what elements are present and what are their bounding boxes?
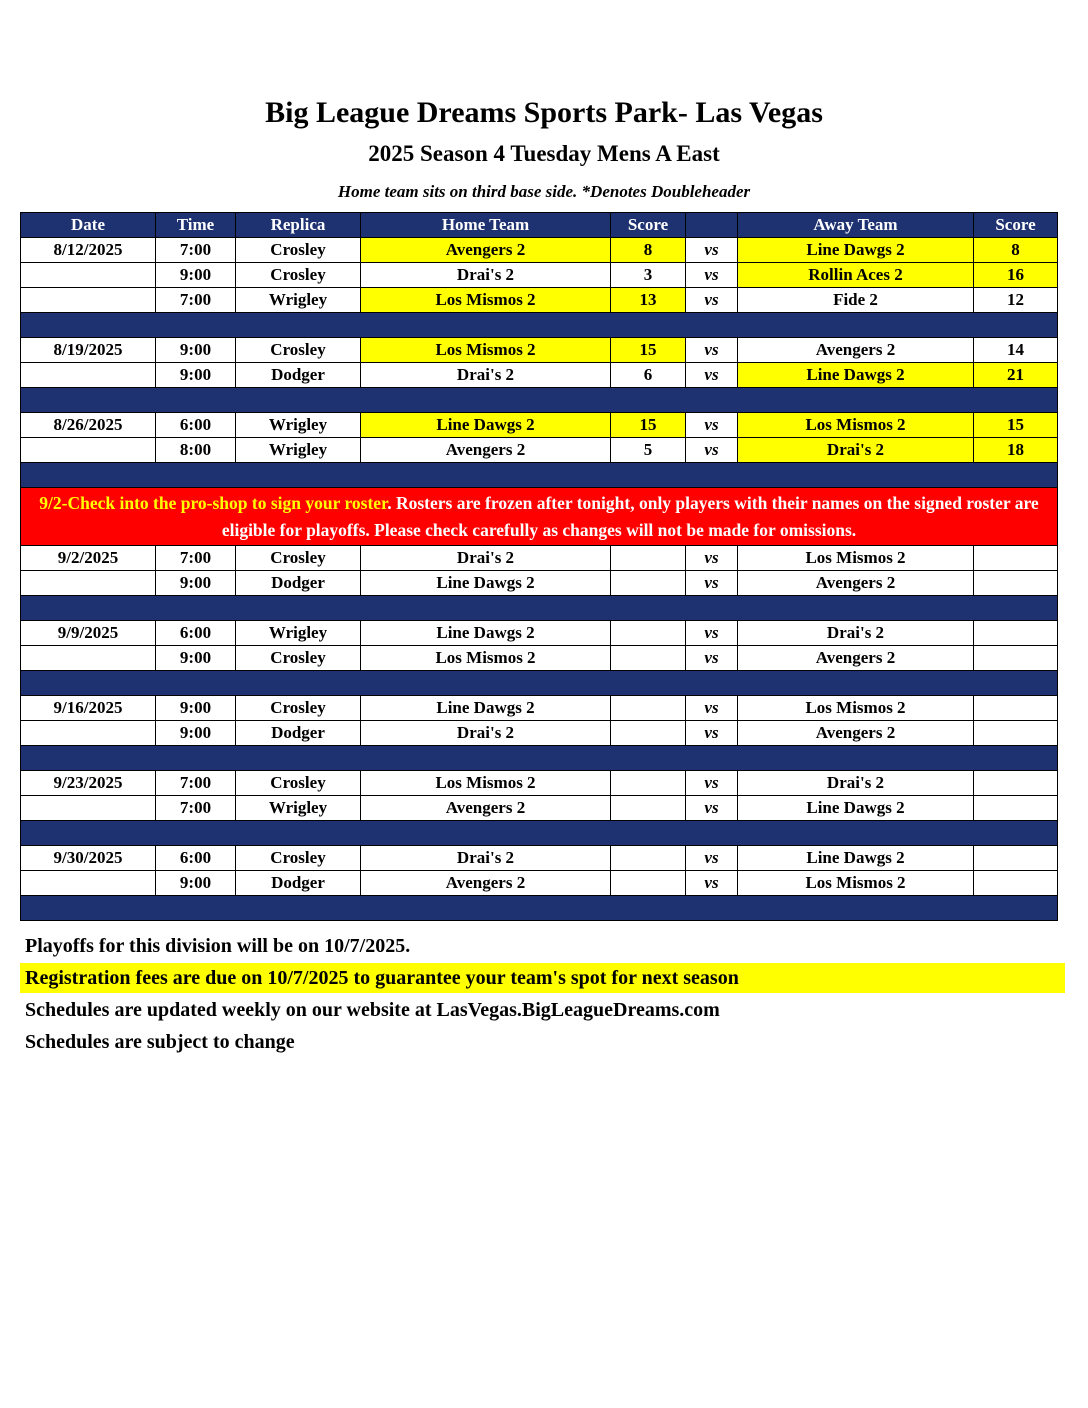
away-team-cell: Los Mismos 2 [738, 545, 974, 570]
replica-cell: Crosley [236, 695, 361, 720]
time-cell: 9:00 [156, 695, 236, 720]
home-team-cell: Drai's 2 [361, 845, 611, 870]
away-team-cell: Avengers 2 [738, 720, 974, 745]
game-row [21, 620, 1058, 645]
game-row [21, 645, 1058, 670]
replica-cell: Crosley [236, 645, 361, 670]
away-team-cell: Avengers 2 [738, 570, 974, 595]
separator-band [21, 463, 1058, 488]
home-score-cell: 3 [611, 263, 686, 288]
home-score-cell: 5 [611, 438, 686, 463]
home-score-cell [611, 845, 686, 870]
page-subtitle: 2025 Season 4 Tuesday Mens A East [368, 141, 720, 166]
date-cell [21, 870, 156, 895]
game-row [21, 870, 1058, 895]
home-score-cell: 13 [611, 288, 686, 313]
replica-cell: Wrigley [236, 438, 361, 463]
away-team-cell: Rollin Aces 2 [738, 263, 974, 288]
time-cell: 7:00 [156, 795, 236, 820]
home-score-cell: 15 [611, 338, 686, 363]
home-team-cell: Line Dawgs 2 [361, 695, 611, 720]
away-team-cell: Avengers 2 [738, 645, 974, 670]
home-score-cell [611, 695, 686, 720]
game-row [21, 795, 1058, 820]
replica-cell: Dodger [236, 870, 361, 895]
date-cell [21, 645, 156, 670]
away-score-cell: 18 [974, 438, 1058, 463]
away-score-cell: 21 [974, 363, 1058, 388]
separator-band [21, 820, 1058, 845]
vs-cell: vs [686, 238, 738, 263]
home-team-cell: Drai's 2 [361, 363, 611, 388]
home-score-cell [611, 770, 686, 795]
separator-band [21, 670, 1058, 695]
separator-row [21, 313, 1058, 338]
header-row [21, 213, 1058, 238]
header-time: Time [156, 213, 236, 238]
away-team-cell: Los Mismos 2 [738, 695, 974, 720]
away-team-cell: Line Dawgs 2 [738, 363, 974, 388]
vs-cell: vs [686, 438, 738, 463]
time-cell: 9:00 [156, 363, 236, 388]
replica-cell: Dodger [236, 720, 361, 745]
home-score-cell: 8 [611, 238, 686, 263]
page-title: Big League Dreams Sports Park- Las Vegas [265, 96, 823, 129]
vs-cell: vs [686, 570, 738, 595]
away-score-cell: 15 [974, 413, 1058, 438]
away-team-cell: Fide 2 [738, 288, 974, 313]
date-cell [21, 263, 156, 288]
separator-row [21, 745, 1058, 770]
away-score-cell [974, 620, 1058, 645]
away-team-cell: Drai's 2 [738, 770, 974, 795]
vs-cell: vs [686, 845, 738, 870]
time-cell: 9:00 [156, 338, 236, 363]
vs-cell: vs [686, 413, 738, 438]
home-score-cell [611, 795, 686, 820]
vs-cell: vs [686, 645, 738, 670]
vs-cell: vs [686, 870, 738, 895]
date-cell: 9/9/2025 [21, 620, 156, 645]
date-cell [21, 438, 156, 463]
header-away-team: Away Team [738, 213, 974, 238]
away-team-cell: Avengers 2 [738, 338, 974, 363]
date-cell: 9/23/2025 [21, 770, 156, 795]
time-cell: 6:00 [156, 845, 236, 870]
date-cell: 8/19/2025 [21, 338, 156, 363]
roster-banner-text: . Rosters are frozen after tonight, only players with their names on the signed roster are eligible for playoffs. Please check carefully as changes will not be made for omissions. [221, 493, 1039, 540]
away-score-cell [974, 870, 1058, 895]
time-cell: 7:00 [156, 288, 236, 313]
date-cell: 8/26/2025 [21, 413, 156, 438]
replica-cell: Crosley [236, 338, 361, 363]
home-team-cell: Avengers 2 [361, 870, 611, 895]
roster-banner-cell [21, 488, 1058, 546]
replica-cell: Wrigley [236, 288, 361, 313]
away-team-cell: Line Dawgs 2 [738, 238, 974, 263]
time-cell: 7:00 [156, 238, 236, 263]
away-team-cell: Los Mismos 2 [738, 413, 974, 438]
game-row [21, 770, 1058, 795]
home-score-cell [611, 570, 686, 595]
game-row [21, 338, 1058, 363]
date-cell [21, 795, 156, 820]
away-score-cell [974, 770, 1058, 795]
separator-row [21, 895, 1058, 920]
home-team-cell: Los Mismos 2 [361, 288, 611, 313]
header-home-team: Home Team [361, 213, 611, 238]
schedule-body [21, 238, 1058, 921]
date-cell [21, 570, 156, 595]
home-score-cell [611, 720, 686, 745]
home-team-cell: Avengers 2 [361, 795, 611, 820]
away-team-cell: Line Dawgs 2 [738, 845, 974, 870]
separator-row [21, 670, 1058, 695]
date-cell: 9/30/2025 [21, 845, 156, 870]
away-score-cell [974, 845, 1058, 870]
separator-band [21, 745, 1058, 770]
away-team-cell: Drai's 2 [738, 620, 974, 645]
separator-row [21, 388, 1058, 413]
game-row [21, 413, 1058, 438]
replica-cell: Dodger [236, 570, 361, 595]
vs-cell: vs [686, 363, 738, 388]
away-score-cell [974, 545, 1058, 570]
home-team-cell: Line Dawgs 2 [361, 413, 611, 438]
replica-cell: Wrigley [236, 795, 361, 820]
date-cell [21, 363, 156, 388]
separator-row [21, 820, 1058, 845]
subject-to-change-note: Schedules are subject to change [25, 1030, 295, 1053]
away-team-cell: Los Mismos 2 [738, 870, 974, 895]
replica-cell: Crosley [236, 845, 361, 870]
separator-band [21, 595, 1058, 620]
home-team-cell: Los Mismos 2 [361, 770, 611, 795]
away-team-cell: Line Dawgs 2 [738, 795, 974, 820]
home-team-cell: Avengers 2 [361, 438, 611, 463]
game-row [21, 720, 1058, 745]
away-score-cell [974, 645, 1058, 670]
time-cell: 9:00 [156, 263, 236, 288]
separator-row [21, 595, 1058, 620]
time-cell: 8:00 [156, 438, 236, 463]
date-cell: 8/12/2025 [21, 238, 156, 263]
home-team-cell: Line Dawgs 2 [361, 620, 611, 645]
vs-cell: vs [686, 720, 738, 745]
time-cell: 7:00 [156, 770, 236, 795]
date-cell: 9/16/2025 [21, 695, 156, 720]
game-row [21, 263, 1058, 288]
home-score-cell: 15 [611, 413, 686, 438]
home-team-cell: Los Mismos 2 [361, 645, 611, 670]
date-cell [21, 720, 156, 745]
header-home-score: Score [611, 213, 686, 238]
time-cell: 6:00 [156, 620, 236, 645]
away-score-cell: 12 [974, 288, 1058, 313]
date-cell [21, 288, 156, 313]
game-row [21, 238, 1058, 263]
separator-band [21, 388, 1058, 413]
away-score-cell [974, 695, 1058, 720]
registration-note: Registration fees are due on 10/7/2025 to guarantee your team's spot for next season [20, 963, 1065, 993]
header-vs-spacer [686, 213, 738, 238]
separator-band [21, 313, 1058, 338]
time-cell: 9:00 [156, 570, 236, 595]
footer-notes [20, 931, 1065, 1057]
header-away-score: Score [974, 213, 1058, 238]
home-score-cell [611, 545, 686, 570]
away-score-cell [974, 570, 1058, 595]
away-score-cell [974, 795, 1058, 820]
home-team-cell: Line Dawgs 2 [361, 570, 611, 595]
time-cell: 6:00 [156, 413, 236, 438]
date-cell: 9/2/2025 [21, 545, 156, 570]
separator-row [21, 463, 1058, 488]
vs-cell: vs [686, 288, 738, 313]
home-team-cell: Los Mismos 2 [361, 338, 611, 363]
vs-cell: vs [686, 263, 738, 288]
replica-cell: Wrigley [236, 620, 361, 645]
website-note: Schedules are updated weekly on our website at LasVegas.BigLeagueDreams.com [25, 998, 720, 1021]
replica-cell: Crosley [236, 263, 361, 288]
home-team-cell: Drai's 2 [361, 545, 611, 570]
separator-band [21, 895, 1058, 920]
vs-cell: vs [686, 338, 738, 363]
time-cell: 7:00 [156, 545, 236, 570]
away-score-cell: 16 [974, 263, 1058, 288]
vs-cell: vs [686, 795, 738, 820]
replica-cell: Crosley [236, 770, 361, 795]
vs-cell: vs [686, 620, 738, 645]
game-row [21, 845, 1058, 870]
away-team-cell: Drai's 2 [738, 438, 974, 463]
time-cell: 9:00 [156, 645, 236, 670]
game-row [21, 695, 1058, 720]
away-score-cell [974, 720, 1058, 745]
playoffs-note: Playoffs for this division will be on 10/7/2025. [25, 934, 411, 957]
away-score-cell: 8 [974, 238, 1058, 263]
time-cell: 9:00 [156, 870, 236, 895]
home-score-cell [611, 645, 686, 670]
home-team-cell: Avengers 2 [361, 238, 611, 263]
game-row [21, 570, 1058, 595]
replica-cell: Crosley [236, 238, 361, 263]
replica-cell: Dodger [236, 363, 361, 388]
game-row [21, 288, 1058, 313]
replica-cell: Crosley [236, 545, 361, 570]
replica-cell: Wrigley [236, 413, 361, 438]
time-cell: 9:00 [156, 720, 236, 745]
away-score-cell: 14 [974, 338, 1058, 363]
home-score-cell [611, 620, 686, 645]
game-row [21, 363, 1058, 388]
home-team-note: Home team sits on third base side. *Denotes Doubleheader [337, 182, 751, 202]
header-replica: Replica [236, 213, 361, 238]
header-date: Date [21, 213, 156, 238]
home-team-cell: Drai's 2 [361, 720, 611, 745]
vs-cell: vs [686, 695, 738, 720]
schedule-table [20, 212, 1058, 921]
vs-cell: vs [686, 770, 738, 795]
roster-banner-highlight: 9/2-Check into the pro-shop to sign your roster [39, 493, 388, 514]
roster-banner-row [21, 488, 1058, 546]
vs-cell: vs [686, 545, 738, 570]
game-row [21, 438, 1058, 463]
home-score-cell: 6 [611, 363, 686, 388]
home-team-cell: Drai's 2 [361, 263, 611, 288]
home-score-cell [611, 870, 686, 895]
game-row [21, 545, 1058, 570]
